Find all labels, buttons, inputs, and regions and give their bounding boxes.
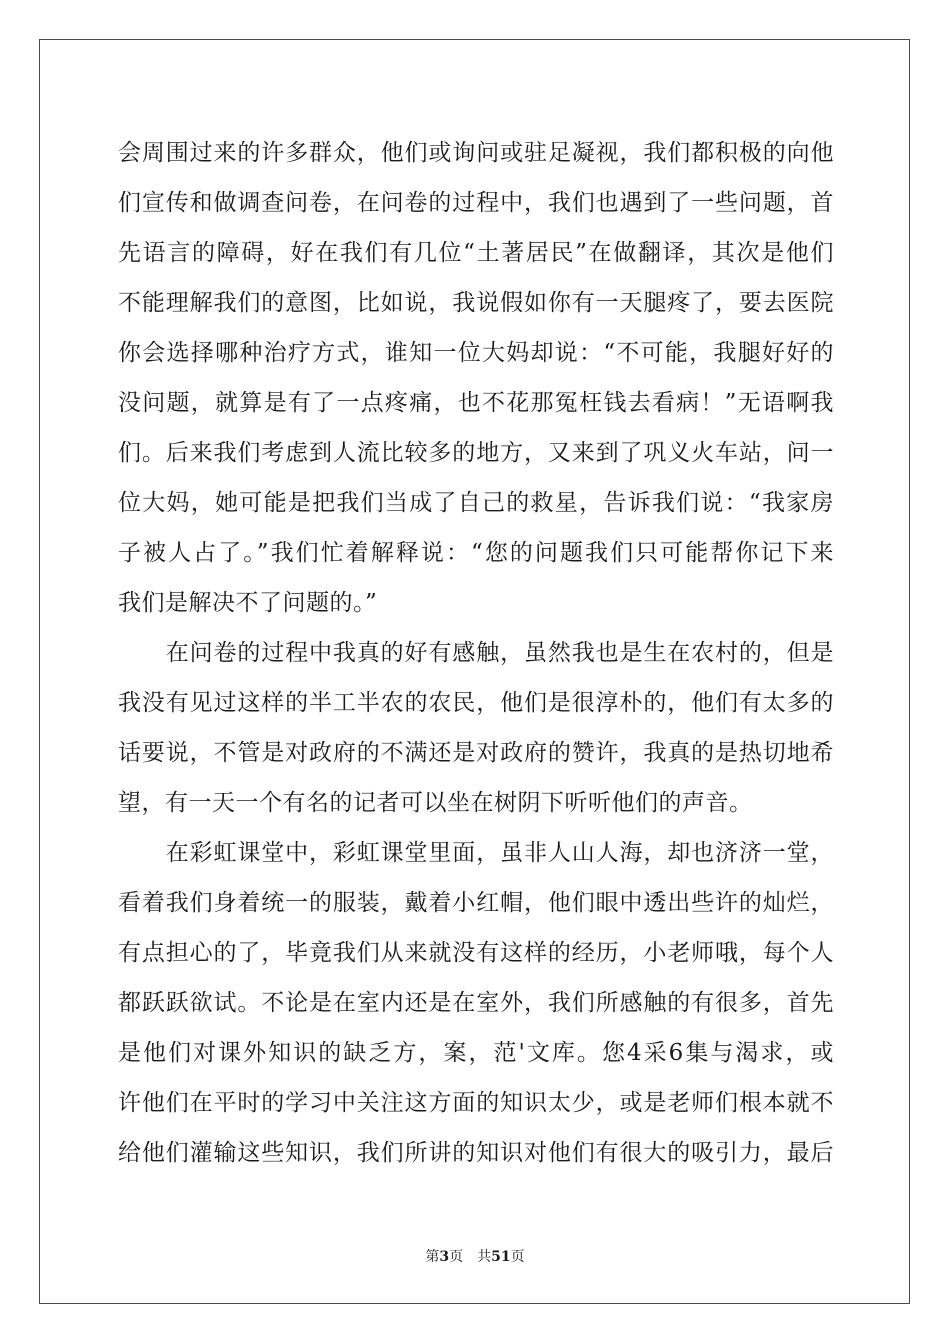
text-line: 你会选择哪种治疗方式，谁知一位大妈却说：“不可能，我腿好好的 [118, 340, 834, 366]
text-line: 话要说，不管是对政府的不满还是对政府的赞许，我真的是热切地希 [118, 740, 834, 766]
text-line: 许他们在平时的学习中关注这方面的知识太少，或是老师们根本就不 [118, 1090, 834, 1116]
page-number: 3 [439, 1249, 450, 1265]
document-body [118, 128, 834, 1178]
text-line: 有点担心的了，毕竟我们从来就没有这样的经历，小老师哦，每个人 [118, 940, 834, 966]
page-prefix: 第 [425, 1249, 440, 1265]
text-line: 看着我们身着统一的服装，戴着小红帽，他们眼中透出些许的灿烂， [118, 890, 834, 916]
text-line: 在彩虹课堂中，彩虹课堂里面，虽非人山人海，却也济济一堂， [118, 840, 834, 866]
page-footer [0, 1247, 950, 1267]
total-prefix: 共 [477, 1249, 492, 1265]
text-line: 先语言的障碍，好在我们有几位“土著居民”在做翻译，其次是他们 [118, 240, 834, 266]
total-suffix: 页 [510, 1249, 525, 1265]
paragraph-end-line: 我们是解决不了问题的。” [118, 590, 378, 616]
text-line: 我没有见过这样的半工半农的农民，他们是很淳朴的，他们有太多的 [118, 690, 834, 716]
paragraph-end-line: 望，有一天一个有名的记者可以坐在树阴下听听他们的声音。 [118, 790, 753, 816]
text-line: 不能理解我们的意图，比如说，我说假如你有一天腿疼了，要去医院 [118, 290, 834, 316]
text-line: 们。后来我们考虑到人流比较多的地方，又来到了巩义火车站，问一 [118, 440, 834, 466]
text-line: 们宣传和做调查问卷，在问卷的过程中，我们也遇到了一些问题，首 [118, 190, 834, 216]
text-line: 在问卷的过程中我真的好有感触，虽然我也是生在农村的，但是 [118, 640, 834, 666]
page-suffix: 页 [449, 1249, 464, 1265]
text-line: 给他们灌输这些知识，我们所讲的知识对他们有很大的吸引力，最后 [118, 1140, 834, 1166]
text-line: 没问题，就算是有了一点疼痛，也不花那冤枉钱去看病！”无语啊我 [118, 390, 834, 416]
text-line: 会周围过来的许多群众，他们或询问或驻足凝视，我们都积极的向他 [118, 140, 834, 166]
text-line: 位大妈，她可能是把我们当成了自己的救星，告诉我们说：“我家房 [118, 490, 834, 516]
text-line: 都跃跃欲试。不论是在室内还是在室外，我们所感触的有很多，首先 [118, 990, 834, 1016]
text-line: 子被人占了。”我们忙着解释说：“您的问题我们只可能帮你记下来 [118, 540, 834, 566]
total-pages: 51 [491, 1249, 511, 1265]
text-line: 是他们对课外知识的缺乏方，案，范'文库。您4采6集与渴求，或 [118, 1040, 834, 1066]
